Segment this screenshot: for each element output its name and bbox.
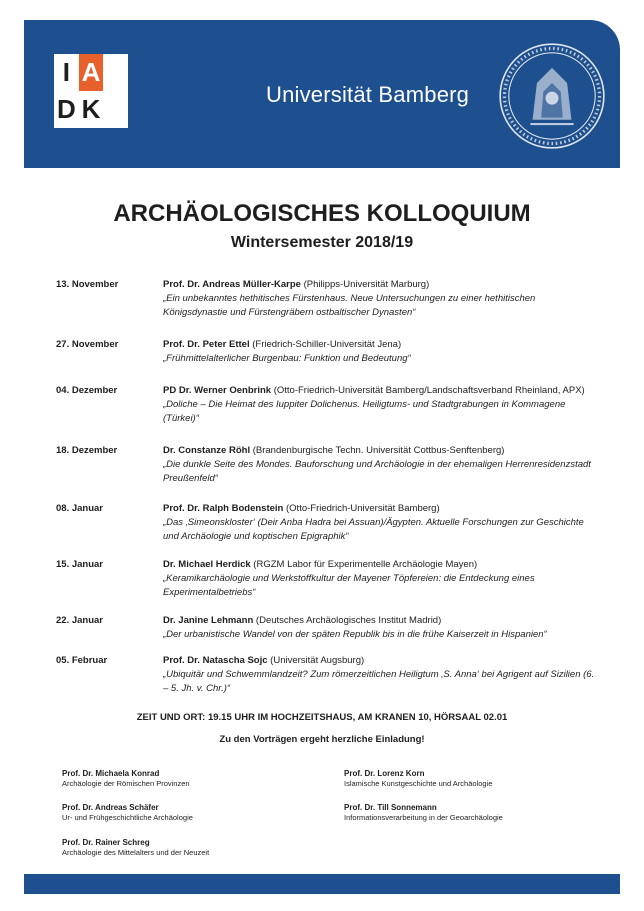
organizer-name: Prof. Dr. Andreas Schäfer: [62, 803, 159, 812]
event-affiliation: (RGZM Labor für Experimentelle Archäologie Mayen): [250, 559, 478, 570]
event-talk-title: „Frühmittelalterlicher Burgenbau: Funktion und Bedeutung“: [163, 353, 411, 364]
organizer-field: Archäologie der Römischen Provinzen: [62, 779, 190, 788]
event-speaker: Prof. Dr. Andreas Müller-Karpe: [163, 279, 301, 290]
organizer: [62, 802, 322, 823]
event-date: 15. Januar: [56, 559, 103, 570]
organizer-field: Informationsverarbeitung in der Geoarchäologie: [344, 813, 503, 822]
organizer-field: Ur- und Frühgeschichtliche Archäologie: [62, 813, 193, 822]
logo-letter-d: D: [54, 91, 79, 128]
event-talk-title: „Die dunkle Seite des Mondes. Bauforschung und Archäologie in der ehemaligen Herrenresidenzstadt Preußenfeld“: [163, 459, 591, 484]
event-date: 27. November: [56, 339, 119, 350]
event-talk-title: „Keramikarchäologie und Werkstoffkultur der Mayener Töpfereien: die Entdeckung eines Experimentalbetriebs“: [163, 573, 535, 598]
event-affiliation: (Deutsches Archäologisches Institut Madrid): [253, 615, 442, 626]
page-title: ARCHÄOLOGISCHES KOLLOQUIUM: [113, 200, 531, 227]
event-speaker: Prof. Dr. Peter Ettel: [163, 339, 250, 350]
logo-blank: [103, 54, 128, 91]
organizer-name: Prof. Dr. Michaela Konrad: [62, 769, 160, 778]
event-speaker: Dr. Constanze Röhl: [163, 445, 251, 456]
event-list: [56, 278, 596, 696]
event-speaker: Prof. Dr. Natascha Sojc: [163, 655, 268, 666]
organizer: [62, 768, 322, 789]
organizer-name: Prof. Dr. Till Sonnemann: [344, 803, 437, 812]
organizer: [344, 802, 604, 823]
event-speaker: Prof. Dr. Ralph Bodenstein: [163, 503, 284, 514]
event-affiliation: (Otto-Friedrich-Universität Bamberg/Landschaftsverband Rheinland, APX): [271, 385, 585, 396]
event-row: [56, 502, 596, 544]
event-speaker: Dr. Michael Herdick: [163, 559, 251, 570]
logo-letter-k: K: [79, 91, 104, 128]
event-details: [163, 502, 596, 544]
event-affiliation: (Friedrich-Schiller-Universität Jena): [249, 339, 402, 350]
event-talk-title: „Das ‚Simeonskloster‘ (Deir Anba Hadra bei Assuan)/Ägypten. Aktuelle Forschungen zur Geschichte und Archäologie und koptischen Epigraphik“: [163, 517, 584, 542]
event-row: [56, 338, 596, 366]
organizer-name: Prof. Dr. Rainer Schreg: [62, 838, 150, 847]
university-seal-icon: [498, 42, 606, 150]
organizer-name: Prof. Dr. Lorenz Korn: [344, 769, 425, 778]
event-affiliation: (Universität Augsburg): [267, 655, 365, 666]
iadk-logo: [54, 54, 128, 128]
organizer-field: Islamische Kunstgeschichte und Archäologie: [344, 779, 493, 788]
event-row: [56, 654, 596, 696]
event-details: [163, 614, 596, 642]
event-date: 04. Dezember: [56, 385, 118, 396]
time-and-place: ZEIT UND ORT: 19.15 UHR IM HOCHZEITSHAUS, AM KRANEN 10, HÖRSAAL 02.01: [136, 712, 508, 723]
university-name: Universität Bamberg: [266, 82, 470, 107]
logo-blank-2: [103, 91, 128, 128]
event-details: [163, 384, 596, 426]
footer-bar: [24, 874, 620, 894]
event-talk-title: „Ein unbekanntes hethitisches Fürstenhaus. Neue Untersuchungen zu einer hethitischen Königsdynastie und Fürstengräbern ostbaltischer Dynasten“: [163, 293, 536, 318]
logo-letter-i: I: [54, 54, 79, 91]
event-row: [56, 558, 596, 600]
event-row: [56, 278, 596, 320]
organizer: [62, 837, 322, 858]
event-date: 13. November: [56, 279, 119, 290]
event-details: [163, 444, 596, 486]
event-date: 05. Februar: [56, 655, 108, 666]
organizer-field: Archäologie des Mittelalters und der Neuzeit: [62, 848, 210, 857]
event-details: [163, 278, 596, 320]
event-talk-title: „Der urbanistische Wandel von der späten Republik bis in die frühe Kaiserzeit in Hispanien“: [163, 629, 547, 640]
event-row: [56, 614, 596, 642]
event-date: 22. Januar: [56, 615, 103, 626]
event-talk-title: „Ubiquitär und Schwemmlandzeit? Zum römerzeitlichen Heiligtum ‚S. Anna‘ bei Agrigent auf Sizilien (6. – 5. Jh. v. Chr.)“: [163, 669, 595, 694]
event-talk-title: „Doliche – Die Heimat des Iuppiter Dolichenus. Heiligtums- und Stadtgrabungen in Kommagene (Türkei)“: [163, 399, 566, 424]
header-banner: [24, 20, 620, 168]
event-speaker: Dr. Janine Lehmann: [163, 615, 254, 626]
event-speaker: PD Dr. Werner Oenbrink: [163, 385, 272, 396]
semester-subtitle: Wintersemester 2018/19: [230, 234, 414, 251]
event-details: [163, 338, 596, 366]
event-details: [163, 654, 596, 696]
event-row: [56, 384, 596, 426]
event-affiliation: (Philipps-Universität Marburg): [300, 279, 430, 290]
logo-letter-a: A: [79, 54, 104, 91]
event-date: 08. Januar: [56, 503, 103, 514]
event-affiliation: (Otto-Friedrich-Universität Bamberg): [283, 503, 440, 514]
organizer: [344, 768, 604, 789]
event-date: 18. Dezember: [56, 445, 118, 456]
event-details: [163, 558, 596, 600]
invitation-text: Zu den Vorträgen ergeht herzliche Einladung!: [219, 734, 425, 745]
event-affiliation: (Brandenburgische Techn. Universität Cottbus-Senftenberg): [250, 445, 505, 456]
event-row: [56, 444, 596, 486]
